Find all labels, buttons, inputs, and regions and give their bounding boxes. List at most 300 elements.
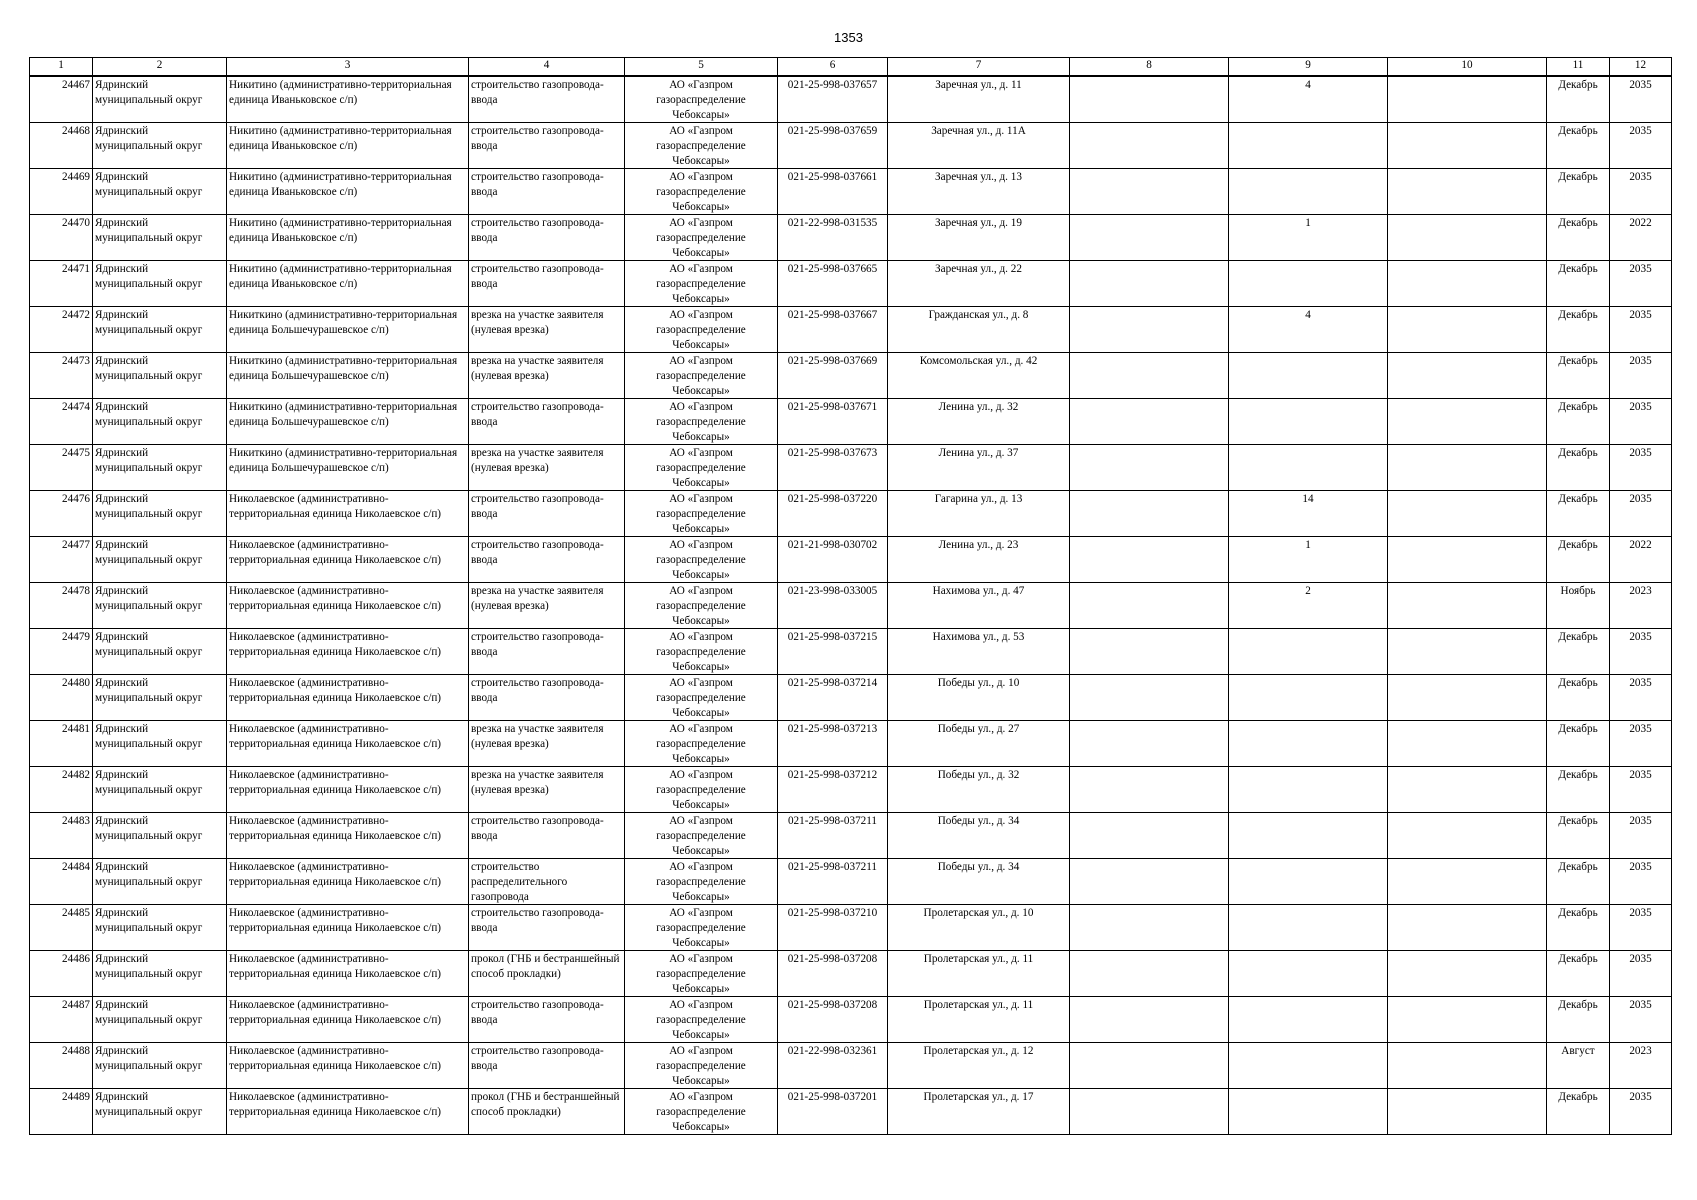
locality-cell-text: Никитино (административно-территориальная единица Иваньковское с/п) (229, 171, 452, 198)
row-number-cell (30, 721, 93, 767)
month-cell (1547, 767, 1610, 813)
district-cell (93, 445, 227, 491)
row-number-cell (30, 353, 93, 399)
locality-cell (227, 491, 469, 537)
year-cell (1610, 76, 1672, 123)
year-cell (1610, 537, 1672, 583)
locality-cell (227, 307, 469, 353)
object-code-cell-text: 021-25-998-037673 (787, 447, 878, 459)
locality-cell (227, 767, 469, 813)
row-number-cell-text: 24486 (62, 953, 90, 965)
month-cell-text: Декабрь (1558, 539, 1598, 551)
year-cell-text: 2035 (1629, 769, 1652, 781)
table-row (30, 399, 1672, 445)
organization-cell-text: АО «Газпром газораспределение Чебоксары» (656, 723, 746, 765)
organization-cell-text: АО «Газпром газораспределение Чебоксары» (656, 401, 746, 443)
month-cell (1547, 629, 1610, 675)
object-code-cell (778, 123, 888, 169)
column-8-cell (1070, 353, 1229, 399)
row-number-cell (30, 76, 93, 123)
table-header (30, 58, 1672, 77)
object-code-cell (778, 997, 888, 1043)
table-row (30, 721, 1672, 767)
locality-cell-text: Никитино (административно-территориальная единица Иваньковское с/п) (229, 263, 452, 290)
object-code-cell (778, 445, 888, 491)
district-cell (93, 1043, 227, 1089)
district-cell-text: Ядринский муниципальный округ (95, 769, 203, 796)
row-number-cell (30, 399, 93, 445)
row-number-cell (30, 583, 93, 629)
work-type-cell (469, 1043, 625, 1089)
row-number-cell-text: 24471 (62, 263, 90, 275)
month-cell (1547, 123, 1610, 169)
address-cell-text: Заречная ул., д. 22 (935, 263, 1022, 275)
column-header: 3 (227, 58, 469, 77)
object-code-cell-text: 021-25-998-037212 (787, 769, 878, 781)
work-type-cell-text: строительство газопровода-ввода (471, 999, 604, 1026)
locality-cell (227, 1089, 469, 1135)
locality-cell (227, 169, 469, 215)
column-8-cell (1070, 76, 1229, 123)
month-cell (1547, 537, 1610, 583)
work-type-cell (469, 76, 625, 123)
organization-cell (625, 353, 778, 399)
object-code-cell-text: 021-25-998-037211 (787, 861, 878, 873)
address-cell-text: Нахимова ул., д. 53 (932, 631, 1025, 643)
object-code-cell-text: 021-25-998-037661 (787, 171, 878, 183)
row-number-cell (30, 813, 93, 859)
year-cell (1610, 721, 1672, 767)
object-code-cell-text: 021-25-998-037667 (787, 309, 878, 321)
address-cell-text: Ленина ул., д. 37 (938, 447, 1019, 459)
address-cell (888, 169, 1070, 215)
month-cell-text: Декабрь (1558, 493, 1598, 505)
table-row (30, 491, 1672, 537)
year-cell (1610, 169, 1672, 215)
object-code-cell-text: 021-22-998-031535 (787, 217, 878, 229)
address-cell (888, 905, 1070, 951)
column-9-cell (1229, 951, 1388, 997)
column-8-cell (1070, 307, 1229, 353)
row-number-cell (30, 1043, 93, 1089)
work-type-cell (469, 353, 625, 399)
row-number-cell (30, 1089, 93, 1135)
district-cell (93, 583, 227, 629)
row-number-cell-text: 24467 (62, 79, 90, 91)
object-code-cell-text: 021-25-998-037208 (787, 999, 878, 1011)
object-code-cell-text: 021-25-998-037669 (787, 355, 878, 367)
work-type-cell (469, 721, 625, 767)
locality-cell (227, 721, 469, 767)
work-type-cell-text: строительство газопровода-ввода (471, 539, 604, 566)
table-row (30, 629, 1672, 675)
column-10-cell (1388, 169, 1547, 215)
year-cell-text: 2035 (1629, 677, 1652, 689)
year-cell (1610, 629, 1672, 675)
row-number-cell (30, 307, 93, 353)
column-10-cell (1388, 629, 1547, 675)
year-cell-text: 2035 (1629, 171, 1652, 183)
district-cell (93, 399, 227, 445)
organization-cell (625, 629, 778, 675)
work-type-cell-text: строительство распределительного газопровода (471, 861, 568, 903)
district-cell-text: Ядринский муниципальный округ (95, 401, 203, 428)
work-type-cell-text: врезка на участке заявителя (нулевая врезка) (471, 309, 604, 336)
address-cell (888, 859, 1070, 905)
object-code-cell (778, 1043, 888, 1089)
column-header: 10 (1388, 58, 1547, 77)
column-9-cell (1229, 583, 1388, 629)
table-row (30, 675, 1672, 721)
year-cell-text: 2035 (1629, 263, 1652, 275)
row-number-cell (30, 905, 93, 951)
column-9-cell (1229, 169, 1388, 215)
row-number-cell-text: 24476 (62, 493, 90, 505)
district-cell (93, 721, 227, 767)
district-cell-text: Ядринский муниципальный округ (95, 447, 203, 474)
row-number-cell (30, 997, 93, 1043)
object-code-cell-text: 021-25-998-037214 (787, 677, 878, 689)
year-cell (1610, 491, 1672, 537)
organization-cell-text: АО «Газпром газораспределение Чебоксары» (656, 815, 746, 857)
organization-cell (625, 951, 778, 997)
year-cell (1610, 215, 1672, 261)
organization-cell (625, 997, 778, 1043)
month-cell-text: Декабрь (1558, 401, 1598, 413)
month-cell-text: Декабрь (1558, 999, 1598, 1011)
column-header: 2 (93, 58, 227, 77)
table-row (30, 997, 1672, 1043)
locality-cell-text: Никитино (административно-территориальная единица Иваньковское с/п) (229, 79, 452, 106)
column-9-cell (1229, 76, 1388, 123)
district-cell-text: Ядринский муниципальный округ (95, 263, 203, 290)
work-type-cell (469, 399, 625, 445)
work-type-cell-text: строительство газопровода-ввода (471, 263, 604, 290)
row-number-cell (30, 491, 93, 537)
work-type-cell (469, 629, 625, 675)
year-cell (1610, 123, 1672, 169)
organization-cell-text: АО «Газпром газораспределение Чебоксары» (656, 585, 746, 627)
year-cell (1610, 813, 1672, 859)
address-cell (888, 123, 1070, 169)
organization-cell-text: АО «Газпром газораспределение Чебоксары» (656, 677, 746, 719)
table-row (30, 1089, 1672, 1135)
object-code-cell-text: 021-23-998-033005 (787, 585, 878, 597)
district-cell-text: Ядринский муниципальный округ (95, 493, 203, 520)
work-type-cell-text: строительство газопровода-ввода (471, 125, 604, 152)
year-cell (1610, 859, 1672, 905)
organization-cell-text: АО «Газпром газораспределение Чебоксары» (656, 447, 746, 489)
row-number-cell-text: 24483 (62, 815, 90, 827)
work-type-cell-text: строительство газопровода-ввода (471, 217, 604, 244)
organization-cell (625, 491, 778, 537)
row-number-cell-text: 24482 (62, 769, 90, 781)
locality-cell-text: Николаевское (административно-территориальная единица Николаевское с/п) (229, 631, 442, 658)
month-cell-text: Декабрь (1558, 355, 1598, 367)
address-cell-text: Заречная ул., д. 13 (935, 171, 1022, 183)
work-type-cell-text: строительство газопровода-ввода (471, 493, 604, 520)
locality-cell (227, 951, 469, 997)
table-row (30, 859, 1672, 905)
work-type-cell-text: строительство газопровода-ввода (471, 907, 604, 934)
object-code-cell-text: 021-25-998-037657 (787, 79, 878, 91)
month-cell-text: Ноябрь (1560, 585, 1596, 597)
registry-table (29, 57, 1672, 1135)
column-header: 7 (888, 58, 1070, 77)
column-8-cell (1070, 997, 1229, 1043)
object-code-cell (778, 859, 888, 905)
object-code-cell (778, 905, 888, 951)
row-number-cell (30, 123, 93, 169)
column-8-cell (1070, 675, 1229, 721)
year-cell-text: 2022 (1629, 217, 1652, 229)
column-10-cell (1388, 261, 1547, 307)
object-code-cell (778, 491, 888, 537)
month-cell-text: Декабрь (1558, 953, 1598, 965)
column-header: 5 (625, 58, 778, 77)
year-cell-text: 2035 (1629, 723, 1652, 735)
address-cell-text: Ленина ул., д. 23 (938, 539, 1019, 551)
district-cell (93, 261, 227, 307)
row-number-cell-text: 24477 (62, 539, 90, 551)
organization-cell-text: АО «Газпром газораспределение Чебоксары» (656, 1091, 746, 1133)
work-type-cell-text: строительство газопровода-ввода (471, 79, 604, 106)
object-code-cell-text: 021-25-998-037671 (787, 401, 878, 413)
district-cell (93, 629, 227, 675)
locality-cell-text: Николаевское (административно-территориальная единица Николаевское с/п) (229, 953, 442, 980)
column-10-cell (1388, 675, 1547, 721)
row-number-cell-text: 24485 (62, 907, 90, 919)
district-cell-text: Ядринский муниципальный округ (95, 861, 203, 888)
month-cell (1547, 859, 1610, 905)
object-code-cell-text: 021-25-998-037220 (787, 493, 878, 505)
work-type-cell (469, 537, 625, 583)
month-cell (1547, 307, 1610, 353)
row-number-cell (30, 537, 93, 583)
district-cell-text: Ядринский муниципальный округ (95, 171, 203, 198)
locality-cell (227, 813, 469, 859)
year-cell (1610, 445, 1672, 491)
object-code-cell (778, 767, 888, 813)
locality-cell-text: Николаевское (административно-территориальная единица Николаевское с/п) (229, 861, 442, 888)
column-9-cell (1229, 767, 1388, 813)
year-cell-text: 2035 (1629, 907, 1652, 919)
column-9-cell (1229, 675, 1388, 721)
locality-cell-text: Никиткино (административно-территориальная единица Большечурашевское с/п) (229, 447, 458, 474)
address-cell-text: Победы ул., д. 34 (937, 861, 1020, 873)
column-header: 12 (1610, 58, 1672, 77)
column-8-cell (1070, 537, 1229, 583)
column-10-cell (1388, 307, 1547, 353)
column-8-cell (1070, 721, 1229, 767)
column-10-cell (1388, 583, 1547, 629)
organization-cell-text: АО «Газпром газораспределение Чебоксары» (656, 999, 746, 1041)
object-code-cell (778, 169, 888, 215)
column-8-cell (1070, 951, 1229, 997)
column-10-cell (1388, 905, 1547, 951)
locality-cell (227, 76, 469, 123)
column-8-cell (1070, 1043, 1229, 1089)
district-cell (93, 215, 227, 261)
column-10-cell (1388, 491, 1547, 537)
column-header: 1 (30, 58, 93, 77)
district-cell (93, 905, 227, 951)
month-cell (1547, 261, 1610, 307)
locality-cell-text: Николаевское (административно-территориальная единица Николаевское с/п) (229, 815, 442, 842)
address-cell-text: Заречная ул., д. 11А (931, 125, 1026, 137)
column-9-cell (1229, 813, 1388, 859)
column-9-cell (1229, 1089, 1388, 1135)
column-10-cell (1388, 537, 1547, 583)
organization-cell-text: АО «Газпром газораспределение Чебоксары» (656, 953, 746, 995)
object-code-cell (778, 76, 888, 123)
organization-cell (625, 399, 778, 445)
district-cell (93, 859, 227, 905)
month-cell (1547, 1089, 1610, 1135)
column-8-cell (1070, 859, 1229, 905)
column-10-cell (1388, 813, 1547, 859)
column-8-cell (1070, 261, 1229, 307)
locality-cell-text: Николаевское (административно-территориальная единица Николаевское с/п) (229, 907, 442, 934)
organization-cell (625, 215, 778, 261)
organization-cell (625, 721, 778, 767)
object-code-cell-text: 021-25-998-037201 (787, 1091, 878, 1103)
locality-cell-text: Никиткино (административно-территориальная единица Большечурашевское с/п) (229, 355, 458, 382)
locality-cell (227, 629, 469, 675)
column-10-cell (1388, 767, 1547, 813)
work-type-cell (469, 767, 625, 813)
work-type-cell-text: врезка на участке заявителя (нулевая врезка) (471, 769, 604, 796)
row-number-cell (30, 261, 93, 307)
address-cell-text: Ленина ул., д. 32 (938, 401, 1019, 413)
column-8-cell (1070, 491, 1229, 537)
object-code-cell (778, 583, 888, 629)
district-cell (93, 491, 227, 537)
column-9-cell (1229, 859, 1388, 905)
locality-cell (227, 859, 469, 905)
column-9-cell (1229, 905, 1388, 951)
column-9-cell-text: 2 (1305, 585, 1311, 597)
row-number-cell-text: 24475 (62, 447, 90, 459)
district-cell-text: Ядринский муниципальный округ (95, 1045, 203, 1072)
column-10-cell (1388, 997, 1547, 1043)
year-cell (1610, 583, 1672, 629)
work-type-cell (469, 1089, 625, 1135)
object-code-cell-text: 021-25-998-037659 (787, 125, 878, 137)
table-row (30, 813, 1672, 859)
object-code-cell (778, 629, 888, 675)
address-cell-text: Нахимова ул., д. 47 (932, 585, 1025, 597)
year-cell-text: 2035 (1629, 815, 1652, 827)
year-cell-text: 2035 (1629, 447, 1652, 459)
work-type-cell-text: строительство газопровода-ввода (471, 171, 604, 198)
column-9-cell-text: 14 (1302, 493, 1314, 505)
column-9-cell (1229, 123, 1388, 169)
column-9-cell-text: 4 (1305, 79, 1311, 91)
work-type-cell-text: строительство газопровода-ввода (471, 631, 604, 658)
locality-cell (227, 215, 469, 261)
work-type-cell (469, 261, 625, 307)
row-number-cell (30, 767, 93, 813)
year-cell-text: 2022 (1629, 539, 1652, 551)
work-type-cell (469, 491, 625, 537)
row-number-cell-text: 24472 (62, 309, 90, 321)
row-number-cell-text: 24480 (62, 677, 90, 689)
row-number-cell-text: 24473 (62, 355, 90, 367)
locality-cell (227, 261, 469, 307)
column-9-cell-text: 1 (1305, 539, 1311, 551)
locality-cell (227, 445, 469, 491)
row-number-cell (30, 675, 93, 721)
column-8-cell (1070, 445, 1229, 491)
work-type-cell-text: строительство газопровода-ввода (471, 1045, 604, 1072)
address-cell-text: Пролетарская ул., д. 11 (923, 999, 1034, 1011)
organization-cell (625, 537, 778, 583)
district-cell-text: Ядринский муниципальный округ (95, 125, 203, 152)
work-type-cell-text: прокол (ГНБ и бестраншейный способ прокладки) (471, 1091, 620, 1118)
organization-cell (625, 905, 778, 951)
column-9-cell (1229, 629, 1388, 675)
year-cell-text: 2023 (1629, 585, 1652, 597)
year-cell (1610, 767, 1672, 813)
district-cell-text: Ядринский муниципальный округ (95, 815, 203, 842)
table-row (30, 767, 1672, 813)
month-cell-text: Август (1561, 1045, 1595, 1057)
year-cell-text: 2035 (1629, 125, 1652, 137)
work-type-cell (469, 583, 625, 629)
district-cell (93, 353, 227, 399)
year-cell (1610, 675, 1672, 721)
organization-cell-text: АО «Газпром газораспределение Чебоксары» (656, 309, 746, 351)
address-cell (888, 537, 1070, 583)
column-8-cell (1070, 399, 1229, 445)
district-cell (93, 813, 227, 859)
month-cell-text: Декабрь (1558, 677, 1598, 689)
district-cell-text: Ядринский муниципальный округ (95, 355, 203, 382)
work-type-cell (469, 215, 625, 261)
object-code-cell-text: 021-25-998-037210 (787, 907, 878, 919)
district-cell (93, 1089, 227, 1135)
table-row (30, 951, 1672, 997)
district-cell-text: Ядринский муниципальный округ (95, 539, 203, 566)
year-cell-text: 2035 (1629, 493, 1652, 505)
month-cell (1547, 399, 1610, 445)
work-type-cell-text: врезка на участке заявителя (нулевая врезка) (471, 723, 604, 750)
organization-cell (625, 445, 778, 491)
object-code-cell (778, 537, 888, 583)
work-type-cell (469, 951, 625, 997)
year-cell (1610, 353, 1672, 399)
table-row (30, 905, 1672, 951)
address-cell (888, 307, 1070, 353)
column-9-cell-text: 4 (1305, 309, 1311, 321)
work-type-cell (469, 445, 625, 491)
organization-cell-text: АО «Газпром газораспределение Чебоксары» (656, 263, 746, 305)
table-row (30, 307, 1672, 353)
year-cell-text: 2035 (1629, 999, 1652, 1011)
year-cell-text: 2035 (1629, 309, 1652, 321)
month-cell-text: Декабрь (1558, 125, 1598, 137)
year-cell-text: 2035 (1629, 1091, 1652, 1103)
object-code-cell-text: 021-25-998-037215 (787, 631, 878, 643)
address-cell-text: Гагарина ул., д. 13 (934, 493, 1023, 505)
column-9-cell (1229, 353, 1388, 399)
address-cell (888, 721, 1070, 767)
month-cell (1547, 353, 1610, 399)
object-code-cell-text: 021-25-998-037665 (787, 263, 878, 275)
address-cell-text: Заречная ул., д. 11 (935, 79, 1022, 91)
locality-cell-text: Николаевское (административно-территориальная единица Николаевское с/п) (229, 769, 442, 796)
